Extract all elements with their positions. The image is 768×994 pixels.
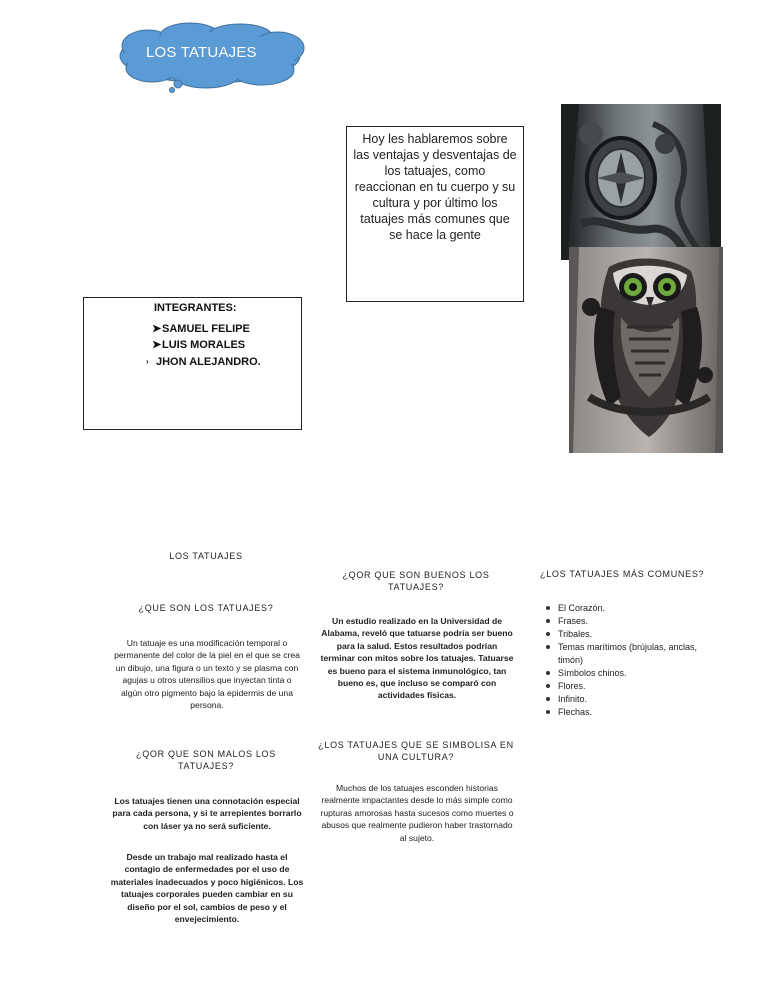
col2-answer-culture: Muchos de los tatuajes esconden historias realmente impactantes desde lo más simple como rupturas amorosas hasta sucesos como muertes o abusos que realmente pudieron haber trastornado al sujeto. (320, 783, 514, 843)
col1-answer-what: Un tatuaje es una modificación temporal o permanente del color de la piel en el que se crea un dibujo, una figura o un texto y se plasma con agujas u otros utensilios que inyectan tinta o algún otro pigmento bajo la epidermis de una persona. (114, 638, 300, 711)
col1-answer-bad-2: Desde un trabajo mal realizado hasta el contagio de enfermedades por el uso de materiales inadecuados y poco higiénicos. Los tatuajes corporales pueden cambiar en su diseño por el sol, cambios de peso y el envejecimiento. (110, 852, 304, 925)
col1-answer-bad-1: Los tatuajes tienen una connotación especial para cada persona, y si te arrepientes borrarlo con láser ya no será suficiente. (112, 796, 302, 831)
member-item: ➤LUIS MORALES (152, 339, 246, 351)
list-item: Temas marítimos (brújulas, anclas, timón) (544, 641, 724, 667)
col1-question-what: ¿QUE SON LOS TATUAJES? (138, 603, 274, 613)
page-title: LOS TATUAJES (146, 44, 257, 61)
list-item: Flores. (544, 680, 724, 693)
list-item: Flechas. (544, 706, 724, 719)
list-item: Símbolos chinos. (544, 667, 724, 680)
compass-tattoo-photo (561, 104, 721, 260)
col2-question-culture: ¿LOS TATUAJES QUE SE SIMBOLISA EN UNA CULTURA? (318, 740, 514, 762)
col3-question-common: ¿LOS TATUAJES MÁS COMUNES? (540, 569, 705, 579)
arrow-bullet-icon: ➤ (152, 323, 162, 335)
list-item: Infinito. (544, 693, 724, 706)
list-item: El Corazón. (544, 602, 724, 615)
member-item: › JHON ALEJANDRO. (146, 356, 261, 368)
members-box (83, 297, 302, 430)
list-item: Frases. (544, 615, 724, 628)
members-title: INTEGRANTES: (154, 302, 237, 314)
common-tattoos-list (544, 602, 724, 719)
col1-question-bad: ¿QOR QUE SON MALOS LOS TATUAJES? (136, 749, 276, 771)
member-item: ➤SAMUEL FELIPE (152, 323, 250, 335)
col1-title: LOS TATUAJES (169, 551, 243, 561)
col2-question-good: ¿QOR QUE SON BUENOS LOS TATUAJES? (342, 570, 490, 592)
arrow-bullet-icon: ➤ (152, 339, 162, 351)
list-item: Tribales. (544, 628, 724, 641)
small-bullet-icon: › (146, 357, 149, 366)
intro-text-box: Hoy les hablaremos sobre las ventajas y desventajas de los tatuajes, como reaccionan en tu cuerpo y su cultura y por último los tatuajes más comunes que se hace la gente (346, 126, 524, 302)
owl-tattoo-photo (569, 247, 723, 453)
col2-answer-good: Un estudio realizado en la Universidad de Alabama, reveló que tatuarse podría ser bueno para la salud. Estos resultados podrían terminar con mitos sobre los tatuajes. Tatuarse es bueno para el sistema inmunológico, tan bueno es, que incluso se comparó con actividades físicas. (320, 616, 514, 701)
